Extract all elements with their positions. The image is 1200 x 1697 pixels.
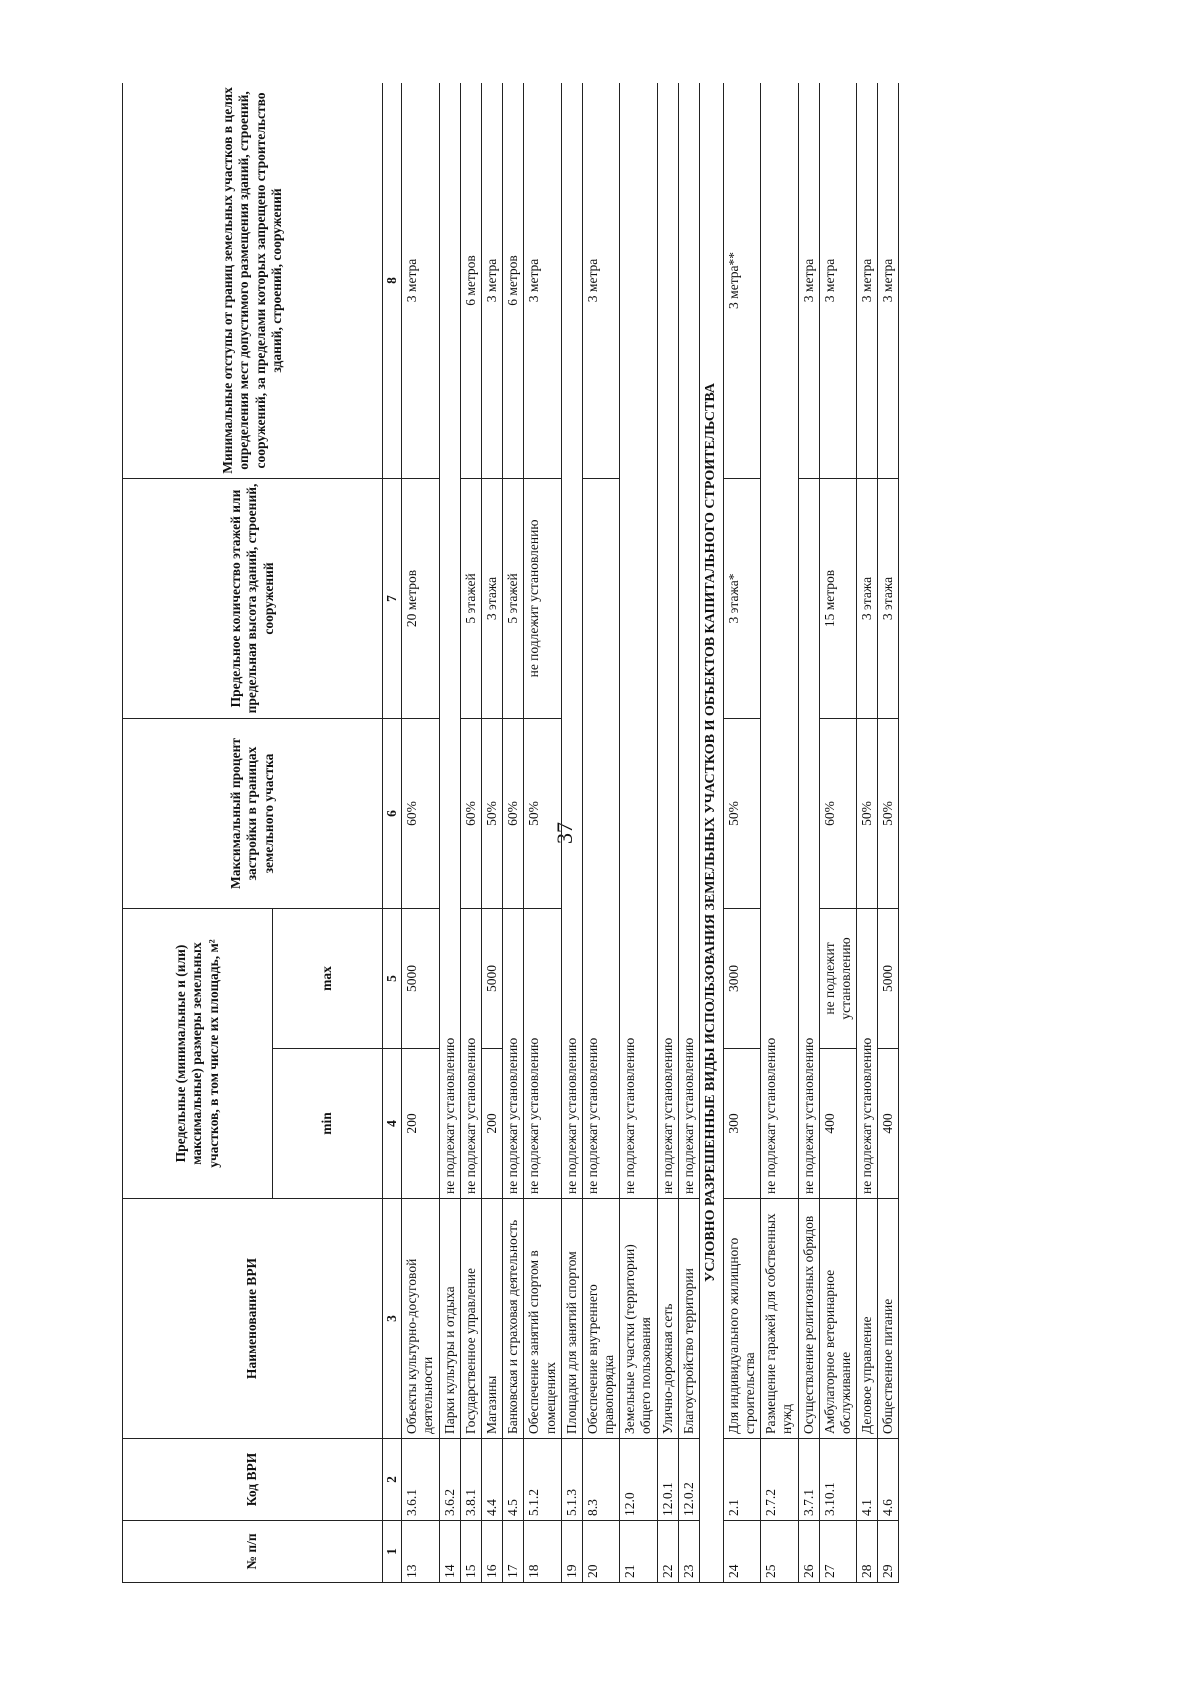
row-number: 22 <box>657 1521 678 1583</box>
row-area-not-set: не подлежат установлению <box>503 908 524 1198</box>
row-name: Обеспечение занятий спортом в помещениях <box>524 1199 561 1439</box>
row-code: 4.5 <box>503 1439 524 1521</box>
colnum: 6 <box>383 718 402 908</box>
header-name: Наименование ВРИ <box>123 1199 383 1439</box>
row-name: Благоустройство территории <box>678 1199 699 1439</box>
colnum: 3 <box>383 1199 402 1439</box>
header-code: Код ВРИ <box>123 1439 383 1521</box>
rotated-table-container <box>122 83 1002 1583</box>
row-max: 3000 <box>723 908 760 1048</box>
table-row <box>798 83 819 1583</box>
table-row <box>582 83 619 1583</box>
row-code: 2.1 <box>723 1439 760 1521</box>
row-percent: 60% <box>402 718 439 908</box>
row-max: 5000 <box>402 908 439 1048</box>
row-number: 28 <box>857 1521 878 1583</box>
row-code: 3.10.1 <box>819 1439 856 1521</box>
row-name: Государственное управление <box>460 1199 481 1439</box>
row-not-set: не подлежат установлению <box>582 478 619 1198</box>
row-not-set: не подлежат установлению <box>657 83 678 1199</box>
row-floors: 5 этажей <box>460 478 481 718</box>
row-name: Деловое управление <box>857 1199 878 1439</box>
row-area-not-set: не подлежат установлению <box>857 908 878 1198</box>
table-row <box>819 83 856 1583</box>
row-code: 3.6.1 <box>402 1439 439 1521</box>
row-floors: 20 метров <box>402 478 439 718</box>
row-setback: 6 метров <box>460 83 481 478</box>
row-floors: 15 метров <box>819 478 856 718</box>
row-percent: 50% <box>878 718 899 908</box>
row-setback: 3 метра <box>402 83 439 478</box>
row-code: 3.7.1 <box>798 1439 819 1521</box>
row-code: 12.0 <box>620 1439 657 1521</box>
row-number: 17 <box>503 1521 524 1583</box>
row-percent: 50% <box>857 718 878 908</box>
row-code: 12.0.2 <box>678 1439 699 1521</box>
row-number: 15 <box>460 1521 481 1583</box>
page-number: 37 <box>552 822 577 844</box>
row-number: 16 <box>481 1521 502 1583</box>
section-row <box>700 83 724 1583</box>
row-not-set: не подлежат установлению <box>620 83 657 1199</box>
row-percent: 60% <box>503 718 524 908</box>
row-floors: 3 этажа* <box>723 478 760 718</box>
row-code: 2.7.2 <box>761 1439 798 1521</box>
row-area-not-set: не подлежат установлению <box>460 908 481 1198</box>
colnum: 1 <box>383 1521 402 1583</box>
table-row <box>402 83 439 1583</box>
row-name: Для индивидуального жилищного строительства <box>723 1199 760 1439</box>
regulations-table <box>122 83 899 1583</box>
row-setback: 3 метра <box>481 83 502 478</box>
row-min: 200 <box>402 1049 439 1199</box>
row-percent: 50% <box>723 718 760 908</box>
row-number: 24 <box>723 1521 760 1583</box>
row-min: 200 <box>481 1049 502 1199</box>
row-number: 18 <box>524 1521 561 1583</box>
row-floors: 5 этажей <box>503 478 524 718</box>
row-area-not-set: не подлежат установлению <box>524 908 561 1198</box>
row-code: 5.1.2 <box>524 1439 561 1521</box>
row-min: 400 <box>819 1049 856 1199</box>
colnum: 5 <box>383 908 402 1048</box>
table-row <box>460 83 481 1583</box>
row-max: 5000 <box>481 908 502 1048</box>
row-not-set: не подлежат установлению <box>761 83 798 1199</box>
table-row <box>561 83 582 1583</box>
row-name: Объекты культурно-досуговой деятельности <box>402 1199 439 1439</box>
row-not-set: не подлежат установлению <box>561 83 582 1199</box>
colnum: 4 <box>383 1049 402 1199</box>
colnum: 8 <box>383 83 402 478</box>
row-number: 19 <box>561 1521 582 1583</box>
row-floors: 3 этажа <box>857 478 878 718</box>
row-name: Размещение гаражей для собственных нужд <box>761 1199 798 1439</box>
row-name: Магазины <box>481 1199 502 1439</box>
row-percent: 50% <box>524 718 561 908</box>
header-area: Предельные (минимальные и (или) максимальные) размеры земельных участков, в том числе их площадь, м² <box>123 908 273 1198</box>
row-code: 3.8.1 <box>460 1439 481 1521</box>
row-number: 21 <box>620 1521 657 1583</box>
row-not-set: не подлежат установлению <box>439 83 460 1199</box>
row-not-set: не подлежат установлению <box>678 83 699 1199</box>
row-percent: 50% <box>481 718 502 908</box>
row-name: Площадки для занятий спортом <box>561 1199 582 1439</box>
row-setback: 3 метра <box>582 83 619 478</box>
row-name: Общественное питание <box>878 1199 899 1439</box>
row-setback: 3 метра** <box>723 83 760 478</box>
header-no: № п/п <box>123 1521 383 1583</box>
row-name: Амбулаторное ветеринарное обслуживание <box>819 1199 856 1439</box>
header-row <box>123 83 273 1583</box>
row-code: 3.6.2 <box>439 1439 460 1521</box>
row-name: Улично-дорожная сеть <box>657 1199 678 1439</box>
row-setback: 3 метра <box>819 83 856 478</box>
row-code: 5.1.3 <box>561 1439 582 1521</box>
row-number: 27 <box>819 1521 856 1583</box>
row-min: 300 <box>723 1049 760 1199</box>
table-row <box>678 83 699 1583</box>
row-floors: 3 этажа <box>878 478 899 718</box>
row-name: Осуществление религиозных обрядов <box>798 1199 819 1439</box>
row-code: 12.0.1 <box>657 1439 678 1521</box>
row-number: 23 <box>678 1521 699 1583</box>
table-row <box>878 83 899 1583</box>
row-number: 14 <box>439 1521 460 1583</box>
table-row <box>439 83 460 1583</box>
row-setback: 3 метра <box>798 83 819 478</box>
header-setback: Минимальные отступы от границ земельных участков в целях определения мест допустимого размещения зданий, строений, сооружений, за пределами которых запрещено строительство зданий, строений, сооружений <box>123 83 383 478</box>
row-name: Обеспечение внутреннего правопорядка <box>582 1199 619 1439</box>
table-row <box>503 83 524 1583</box>
table-row <box>524 83 561 1583</box>
header-percent: Максимальный процент застройки в границах земельного участка <box>123 718 383 908</box>
row-code: 4.1 <box>857 1439 878 1521</box>
row-setback: 3 метра <box>524 83 561 478</box>
row-max: 5000 <box>878 908 899 1048</box>
row-floors: не подлежит установлению <box>524 478 561 718</box>
row-number: 25 <box>761 1521 798 1583</box>
section-title: УСЛОВНО РАЗРЕШЕННЫЕ ВИДЫ ИСПОЛЬЗОВАНИЯ ЗЕМЕЛЬНЫХ УЧАСТКОВ И ОБЪЕКТОВ КАПИТАЛЬНОГО СТРОИТЕЛЬСТВА <box>700 83 724 1583</box>
rotated-page-area <box>122 83 1002 1583</box>
table-row <box>761 83 798 1583</box>
table-row <box>657 83 678 1583</box>
row-code: 4.4 <box>481 1439 502 1521</box>
row-percent: 60% <box>819 718 856 908</box>
row-number: 13 <box>402 1521 439 1583</box>
row-setback: 3 метра <box>857 83 878 478</box>
header-max: max <box>273 908 383 1048</box>
table-row <box>723 83 760 1583</box>
row-number: 29 <box>878 1521 899 1583</box>
row-code: 4.6 <box>878 1439 899 1521</box>
colnum: 7 <box>383 478 402 718</box>
table-row <box>857 83 878 1583</box>
row-number: 26 <box>798 1521 819 1583</box>
colnum: 2 <box>383 1439 402 1521</box>
header-min: min <box>273 1049 383 1199</box>
row-not-set: не подлежат установлению <box>798 478 819 1198</box>
row-setback: 6 метров <box>503 83 524 478</box>
row-number: 20 <box>582 1521 619 1583</box>
row-setback: 3 метра <box>878 83 899 478</box>
row-floors: 3 этажа <box>481 478 502 718</box>
row-name: Земельные участки (территории) общего пользования <box>620 1199 657 1439</box>
row-percent: 60% <box>460 718 481 908</box>
table-row <box>481 83 502 1583</box>
table-row <box>620 83 657 1583</box>
column-number-row <box>383 83 402 1583</box>
row-max: не подлежит установлению <box>819 908 856 1048</box>
row-code: 8.3 <box>582 1439 619 1521</box>
row-name: Парки культуры и отдыха <box>439 1199 460 1439</box>
header-floors: Предельное количество этажей или предельная высота зданий, строений, сооружений <box>123 478 383 718</box>
row-name: Банковская и страховая деятельность <box>503 1199 524 1439</box>
row-min: 400 <box>878 1049 899 1199</box>
